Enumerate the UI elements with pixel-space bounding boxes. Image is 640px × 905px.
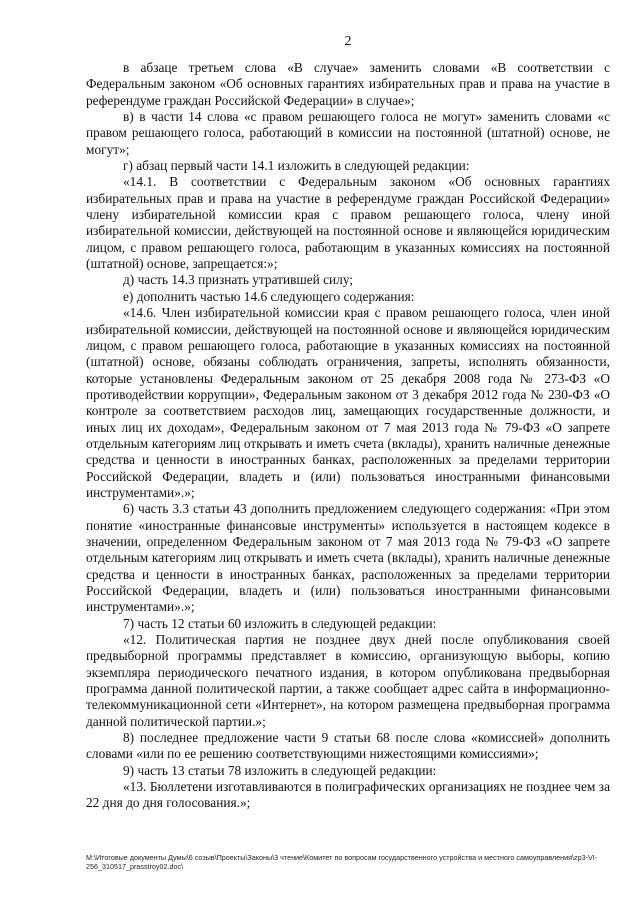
paragraph-13: «13. Бюллетени изготавливаются в полиграфических организациях не позднее чем за 22 дня до дня голосования.»; bbox=[86, 779, 610, 811]
paragraph-8: 6) часть 3.3 статьи 43 дополнить предложением следующего содержания: «При этом понятие «иностранные финансовые инструменты» используется в настоящем кодексе в значении, определенном Федеральным законом от 7 мая 2013 года № 79-ФЗ «О запрете отдельным категориям лиц открывать и иметь счета (вклады), хранить наличные денежные средства и ценности в иностранных банках, расположенных за пределами территории Российской Федерации, владеть и (или) пользоваться иностранными финансовыми инструментами».»; bbox=[86, 501, 610, 615]
paragraph-7: «14.6. Член избирательной комиссии края с правом решающего голоса, член иной избирательной комиссии, действующей на постоянной основе и являющейся юридическим лицом, с правом решающего голоса, работающие в указанных комиссиях на постоянной (штатной) основе, обязаны соблюдать ограничения, запреты, исполнять обязанности, которые установлены Федеральным законом от 25 декабря 2008 года № 273-ФЗ «О противодействии коррупции», Федеральным законом от 3 декабря 2012 года № 230-ФЗ «О контроле за соответствием расходов лиц, замещающих государственные должности, и иных лиц их доходам», Федеральным законом от 7 мая 2013 года № 79-ФЗ «О запрете отдельным категориям лиц открывать и иметь счета (вклады), хранить наличные денежные средства и ценности в иностранных банках, расположенных за пределами территории Российской Федерации, владеть и (или) пользоваться иностранными финансовыми инструментами».»; bbox=[86, 305, 610, 500]
paragraph-9: 7) часть 12 статьи 60 изложить в следующей редакции: bbox=[123, 615, 437, 631]
paragraph-2: в) в части 14 слова «с правом решающего голоса не могут» заменить словами «с правом решающего голоса, работающий в комиссии на постоянной (штатной) основе, не могут»; bbox=[86, 109, 610, 157]
document-body bbox=[86, 60, 610, 812]
paragraph-5: д) часть 14.3 признать утратившей силу; bbox=[123, 272, 354, 288]
paragraph-10: «12. Политическая партия не позднее двух дней после опубликования своей предвыборной программы представляет в комиссию, организующую выборы, копию экземпляра периодического печатного издания, в котором опубликована предвыборная программа данной политической партии, а также сообщает адрес сайта в информационно-телекоммуникационной сети «Интернет», на котором размещена предвыборная программа данной политической партии.»; bbox=[86, 632, 610, 729]
file-path-footer: M:\Итоговые документы Думы\6 созыв\Проекты\Законы\3 чтение\Комитет по вопросам государственного устройства и местного самоуправления\zp3-VI-256_310517_prasstroy02.doc\ bbox=[86, 853, 598, 871]
paragraph-11: 8) последнее предложение части 9 статьи 68 после слова «комиссией» дополнить словами «или по ее решению соответствующими нижестоящими комиссиями»; bbox=[86, 730, 610, 762]
paragraph-1: в абзаце третьем слова «В случае» заменить словами «В соответствии с Федеральным законом «Об основных гарантиях избирательных прав и права на участие в референдуме граждан Российской Федерации» в случае»; bbox=[86, 60, 610, 108]
page-number: 2 bbox=[344, 34, 352, 49]
paragraph-6: е) дополнить частью 14.6 следующего содержания: bbox=[123, 288, 415, 304]
paragraph-3: г) абзац первый части 14.1 изложить в следующей редакции: bbox=[123, 158, 470, 174]
paragraph-12: 9) часть 13 статьи 78 изложить в следующей редакции: bbox=[123, 762, 437, 778]
paragraph-4: «14.1. В соответствии с Федеральным законом «Об основных гарантиях избирательных прав и права на участие в референдуме граждан Российской Федерации» члену избирательной комиссии края с правом решающего голоса, члену иной избирательной комиссии, действующей на постоянной основе и являющейся юридическим лицом, с правом решающего голоса, работающим в указанных комиссиях на постоянной (штатной) основе, запрещается:»; bbox=[86, 174, 610, 272]
